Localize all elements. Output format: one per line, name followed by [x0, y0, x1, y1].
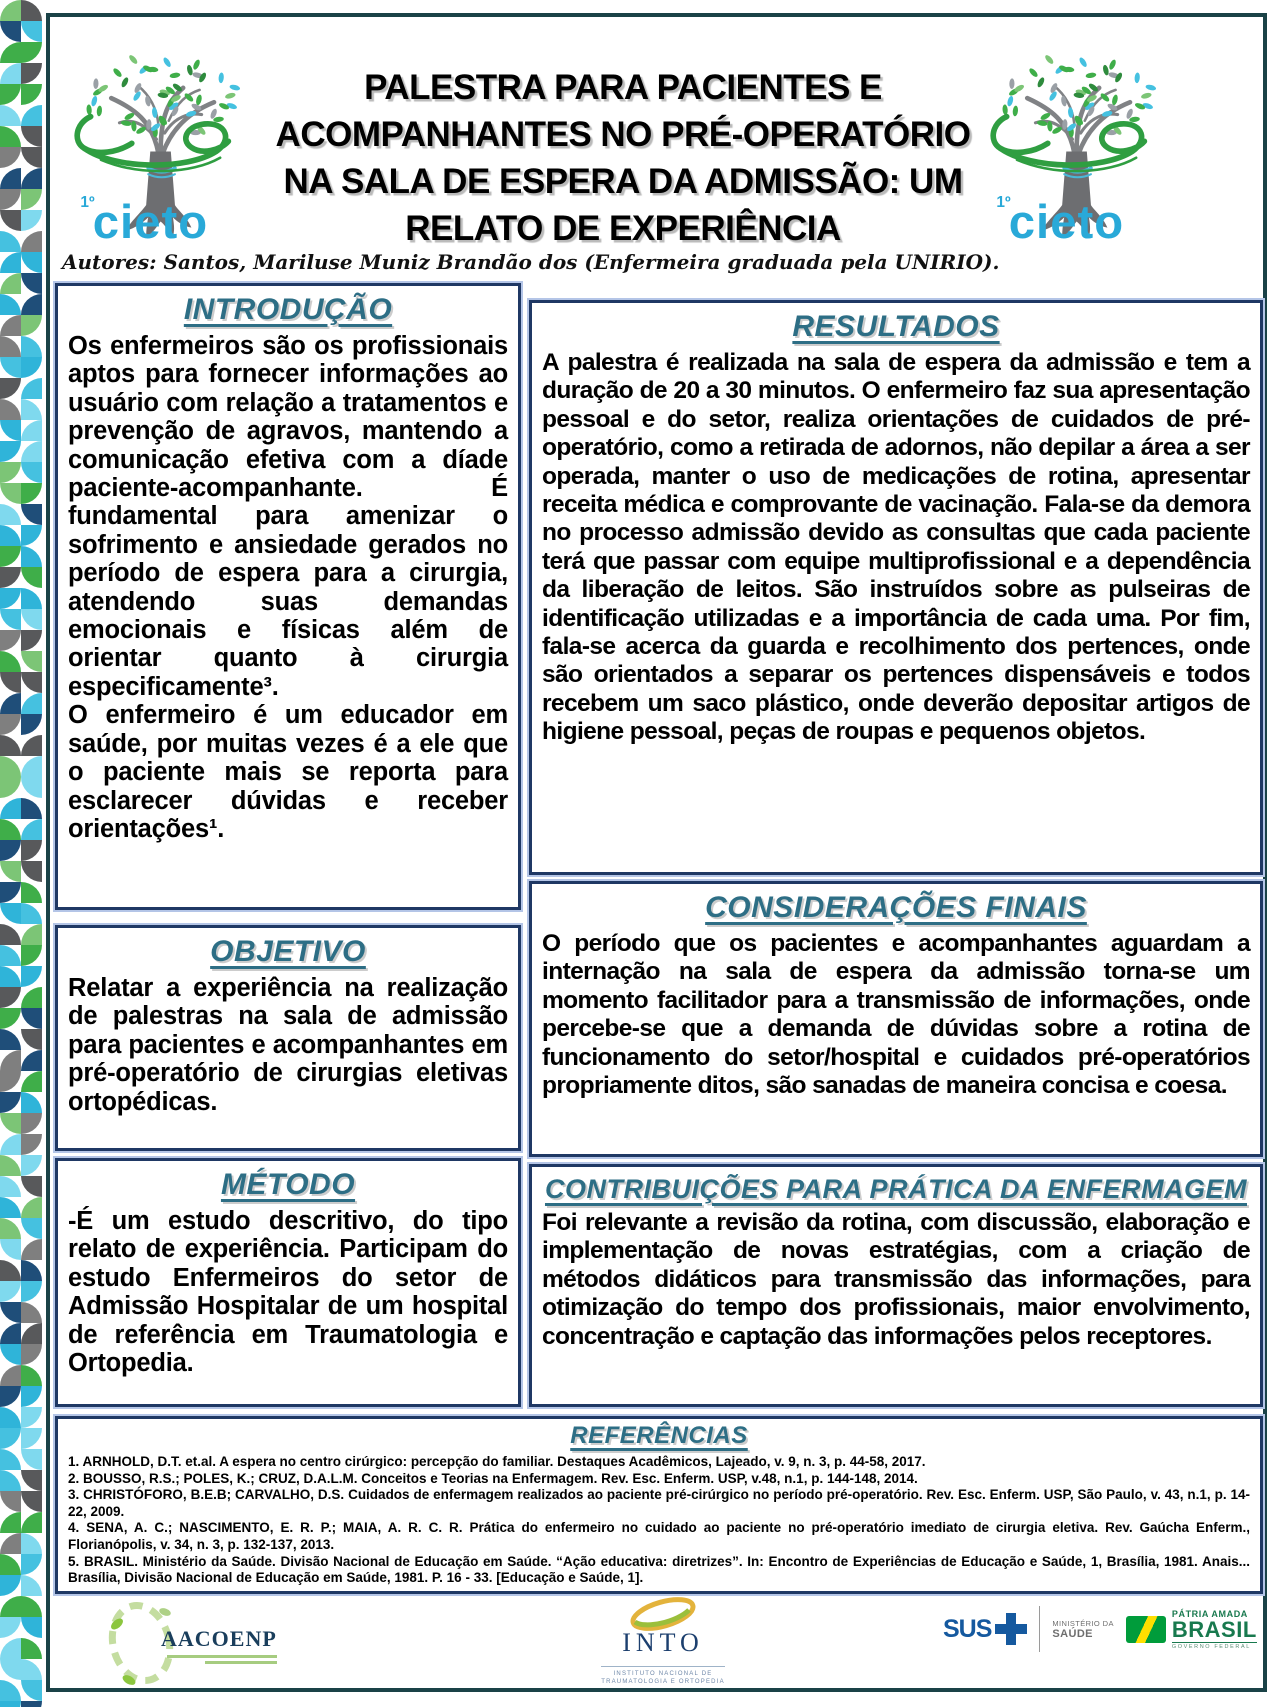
poster-title: [262, 64, 984, 252]
brasil-flag-icon: [1126, 1616, 1166, 1643]
into-subtitle: [601, 1666, 725, 1686]
reference-item-2: 2. BOUSSO, R.S.; POLES, K.; CRUZ, D.A.L.M. Conceitos e Teorias na Enfermagem. Rev. Esc. Enferm. USP, v.48, n.1, p. 144-148, 2014.: [68, 1470, 918, 1486]
cieto-logo-left: [66, 52, 251, 247]
section-introducao: [55, 283, 521, 910]
introducao-paragraph-1: Os enfermeiros são os profissionais aptos para fornecer informações ao usuário com relação a tratamentos e prevenção de agravos, mantendo a comunicação efetiva com a díade paciente-acompanhante. É fundamental para amenizar o sofrimento e ansiedade gerados no período de espera para a cirurgia, atendendo suas demandas emocionais e físicas além de orientar quanto à cirurgia especificamente³.: [68, 332, 508, 701]
aacoenp-subtext-bar-1: [167, 1655, 277, 1658]
gov-divider: [1039, 1606, 1040, 1652]
aacoenp-name: AACOENP: [161, 1626, 277, 1651]
section-title-objetivo: OBJETIVO: [210, 935, 366, 968]
patria-amada-brasil-logo: [1126, 1609, 1257, 1650]
section-contribuicoes: [529, 1164, 1263, 1407]
sus-cross-icon: [995, 1613, 1027, 1645]
title-line-4: RELATO DE EXPERIÊNCIA: [405, 209, 841, 248]
consideracoes-paragraph: O período que os pacientes e acompanhantes aguardam a internação na sala de espera da admissão torna-se um momento facilitador para a transmissão de informações, onde percebe-se que a demanda de dúvidas sobre a rotina de funcionamento do setor/hospital e cuidados pré-operatórios propriamente ditos, são sanadas de maneira concisa e coesa.: [542, 930, 1250, 1100]
title-line-2: ACOMPANHANTES NO PRÉ-OPERATÓRIO: [275, 115, 971, 154]
reference-item-3: 3. CHRISTÓFORO, B.E.B; CARVALHO, D.S. Cuidados de enfermagem realizados ao paciente pré-cirúrgico no período pré-operatório. Rev. Esc. Enferm. USP, São Paulo, v. 43, n.1, p. 14-22, 2009.: [68, 1487, 1250, 1519]
reference-item-1: 1. ARNHOLD, D.T. et.al. A espera no centro cirúrgico: percepção do familiar. Destaques Acadêmicos, Lajeado, v. 9, n. 3, p. 44-58, 2017.: [68, 1454, 926, 1469]
patria-amada-label: PÁTRIA AMADA: [1171, 1608, 1248, 1619]
footer-logos: [55, 1596, 1263, 1688]
section-consideracoes-finais: [529, 881, 1263, 1157]
resultados-paragraph: A palestra é realizada na sala de espera da admissão e tem a duração de 20 a 30 minutos. O enfermeiro faz sua apresentação pessoal e do setor, realiza orientações de cuidados de pré-operatório, como a retirada de adornos, não depilar a área a ser operada, manter o uso de medicações de rotina, apresentar receita médica e comprovante de vacinação. Fala-se da demora no processo admissão devido as consultas que cada paciente terá que passar com equipe multiprofissional e a dependência da liberação de leitos. São instruídos sobre as pulseiras de identificação utilizadas e a importância de cada uma. Por fim, fala-se acerca da guarda e recolhimento dos pertences, onde são orientados a separar os pertences dispensáveis e todos recebem um saco plástico, onde deverão depositar artigos de higiene pessoal, peças de roupas e pequenos objetos.: [542, 349, 1250, 746]
into-subtitle-line-2: TRAUMATOLOGIA E ORTOPEDIA: [601, 1679, 725, 1685]
cieto-logo-right: [982, 52, 1167, 247]
section-metodo: [55, 1158, 521, 1407]
contribuicoes-paragraph: Foi relevante a revisão da rotina, com discussão, elaboração e implementação de novas estratégias, com a criação de métodos didáticos para transmissão das informações, para otimização do tempo dos profissionais, maior envolvimento, concentração e captação das informações pelos receptores.: [542, 1209, 1250, 1350]
reference-item-5: 5. BRASIL. Ministério da Saúde. Divisão Nacional de Educação em Saúde. “Ação educativa: diretrizes”. In: Encontro de Experiências de Educação e Saúde, 1, Brasília, 1981. Anais... Brasília, Divisão Nacional de Educação em Saúde, 1981. P. 16 - 33. [Educação e Saúde, 1].: [68, 1553, 1250, 1586]
ministerio-line-2: SAÚDE: [1052, 1627, 1093, 1640]
section-referencias: [55, 1416, 1263, 1594]
aacoenp-logo: [105, 1600, 277, 1686]
ministerio-saude-logo: [1052, 1619, 1113, 1640]
objetivo-paragraph: Relatar a experiência na realização de palestras na sala de admissão para pacientes e acompanhantes em pré-operatório de cirurgias eletivas ortopédicas.: [68, 974, 508, 1116]
title-line-3: NA SALA DE ESPERA DA ADMISSÃO: UM: [283, 162, 963, 201]
aacoenp-subtext-bar-2: [205, 1661, 277, 1664]
sus-logo: [943, 1613, 1027, 1645]
section-title-contribuicoes: CONTRIBUIÇÕES PARA PRÁTICA DA ENFERMAGEM: [544, 1174, 1247, 1204]
reference-item-4: 4. SENA, A. C.; NASCIMENTO, E. R. P.; MAIA, A. R. C. R. Prática do enfermeiro no cuidado ao paciente no pré-operatório imediato de cirurgia eletiva. Rev. Gaúcha Enferm., Florianópolis, v. 34, n. 3, p. 132-137, 2013.: [68, 1520, 1250, 1552]
into-ring-icon: [625, 1596, 701, 1632]
into-subtitle-line-1: INSTITUTO NACIONAL DE: [613, 1671, 713, 1677]
sus-label: SUS: [943, 1614, 992, 1643]
section-title-metodo: MÉTODO: [220, 1168, 356, 1201]
authors-line: Autores: Santos, Mariluse Muniz Brandão dos (Enfermeira graduada pela UNIRIO).: [62, 250, 1000, 274]
section-objetivo: [55, 925, 521, 1151]
government-logos: [943, 1606, 1257, 1652]
into-logo: [563, 1596, 763, 1686]
into-name: INTO: [622, 1628, 704, 1657]
section-title-referencias: REFERÊNCIAS: [570, 1422, 748, 1449]
title-line-1: PALESTRA PARA PACIENTES E: [364, 68, 882, 107]
mosaic-border-decoration: [0, 0, 42, 1707]
section-title-resultados: RESULTADOS: [792, 310, 1000, 343]
metodo-paragraph: -É um estudo descritivo, do tipo relato de experiência. Participam do estudo Enfermeiros do setor de Admissão Hospitalar de um hospital de referência em Traumatologia e Ortopedia.: [68, 1207, 508, 1378]
brasil-label: BRASIL: [1171, 1616, 1257, 1642]
section-resultados: [529, 300, 1263, 875]
introducao-paragraph-2: O enfermeiro é um educador em saúde, por muitas vezes é a ele que o paciente mais se reporta para esclarecer dúvidas e receber orientações¹.: [68, 701, 508, 843]
section-title-consideracoes-finais: CONSIDERAÇÕES FINAIS: [705, 891, 1087, 924]
section-title-introducao: INTRODUÇÃO: [183, 293, 393, 326]
ministerio-line-1: MINISTÉRIO DA: [1052, 1618, 1114, 1628]
governo-federal-label: GOVERNO FEDERAL: [1171, 1643, 1251, 1650]
